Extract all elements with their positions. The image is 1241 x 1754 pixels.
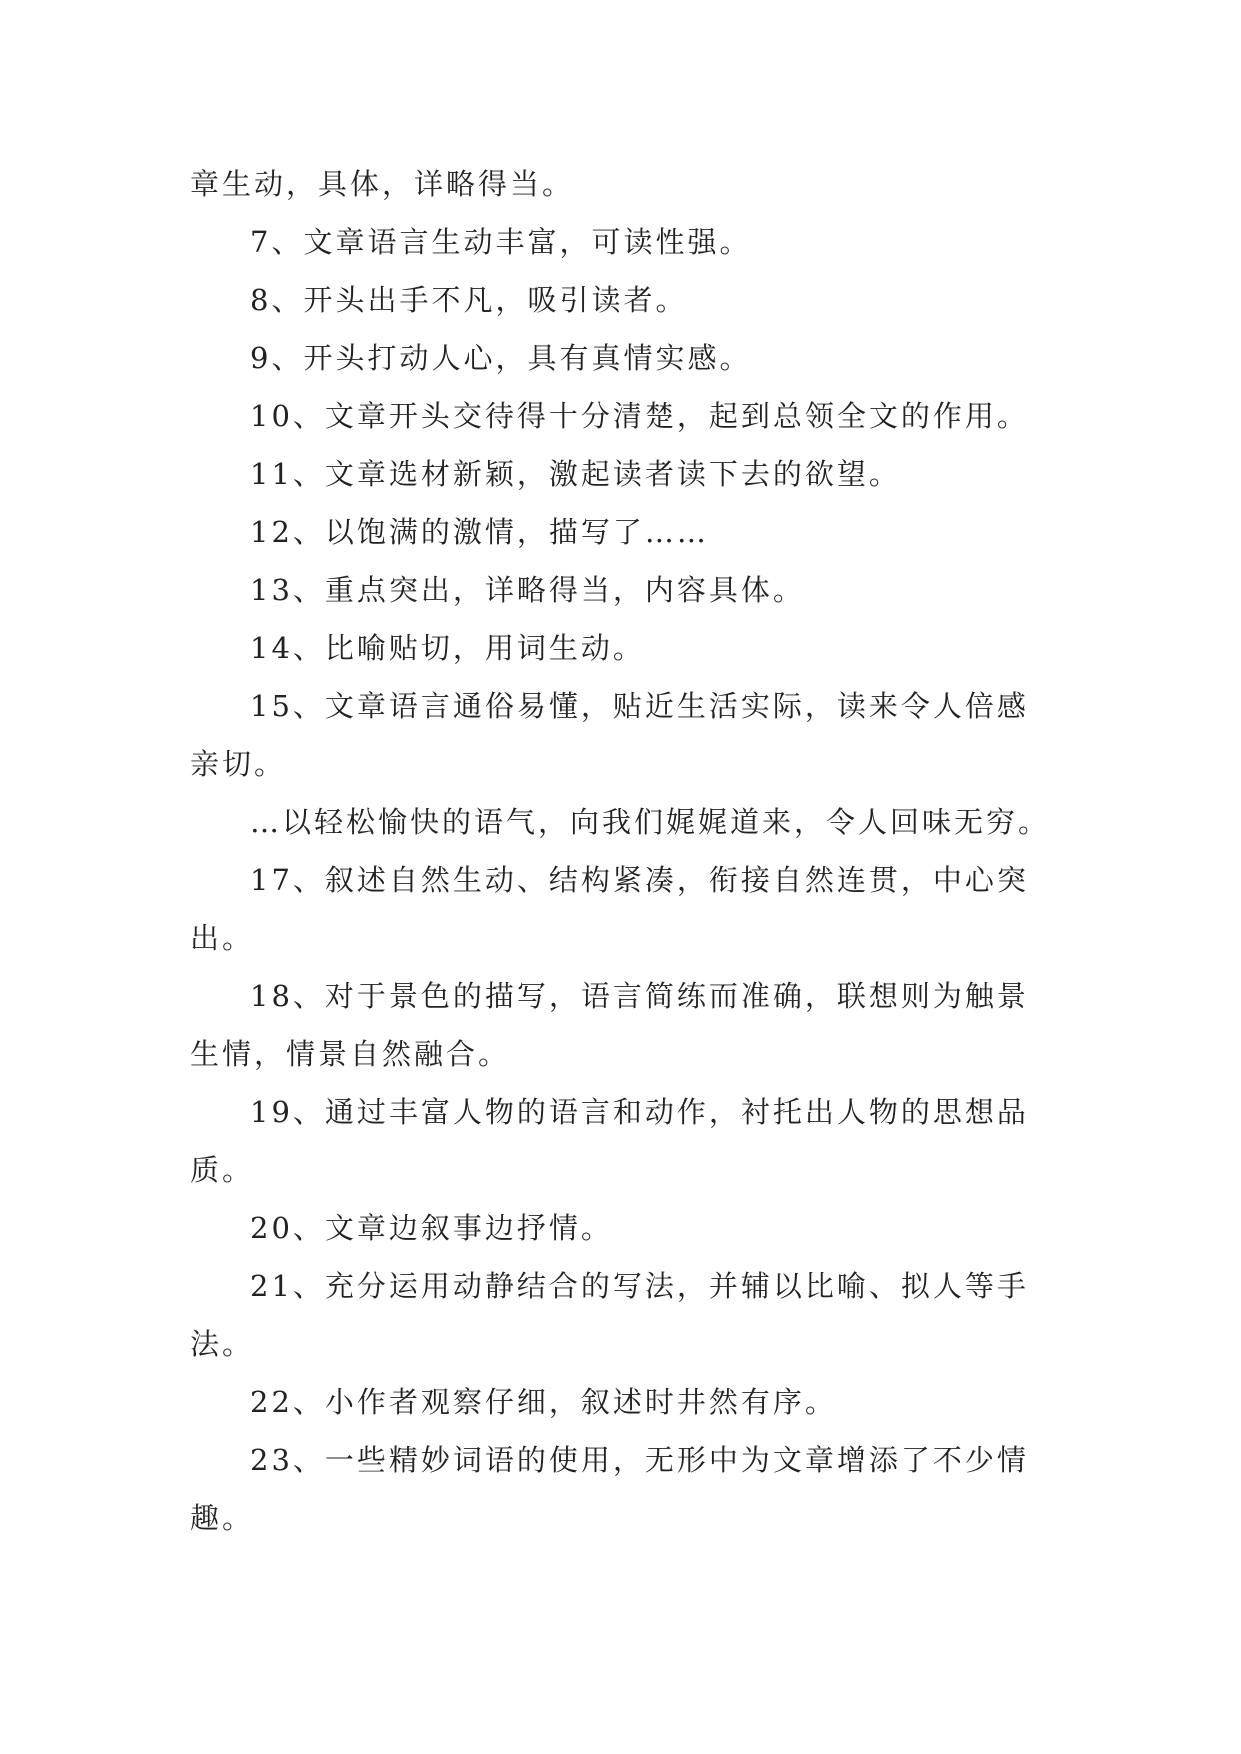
list-item-19-continued: 质。 bbox=[190, 1153, 255, 1187]
list-item-13: 13、重点突出，详略得当，内容具体。 bbox=[250, 573, 805, 607]
list-item-23-continued: 趣。 bbox=[190, 1501, 255, 1535]
list-item-14: 14、比喻贴切，用词生动。 bbox=[250, 631, 645, 665]
list-item-22: 22、小作者观察仔细，叙述时井然有序。 bbox=[250, 1385, 837, 1419]
list-item-21: 21、充分运用动静结合的写法，并辅以比喻、拟人等手 bbox=[250, 1269, 1029, 1303]
list-item-7: 7、文章语言生动丰富，可读性强。 bbox=[250, 225, 752, 259]
list-item-17-continued: 出。 bbox=[190, 921, 255, 955]
list-item-18: 18、对于景色的描写，语言简练而准确，联想则为触景 bbox=[250, 979, 1029, 1013]
list-item-15: 15、文章语言通俗易懂，贴近生活实际，读来令人倍感 bbox=[250, 689, 1029, 723]
list-item-11: 11、文章选材新颖，激起读者读下去的欲望。 bbox=[250, 457, 901, 491]
list-item-18-continued: 生情，情景自然融合。 bbox=[190, 1037, 511, 1071]
list-item-12: 12、以饱满的激情，描写了…… bbox=[250, 515, 709, 549]
list-item-19: 19、通过丰富人物的语言和动作，衬托出人物的思想品 bbox=[250, 1095, 1029, 1129]
list-item-21-continued: 法。 bbox=[190, 1327, 255, 1361]
list-item-16: …以轻松愉快的语气，向我们娓娓道来，令人回味无穷。 bbox=[250, 805, 1051, 839]
list-item-17: 17、叙述自然生动、结构紧凑，衔接自然连贯，中心突 bbox=[250, 863, 1029, 897]
text-line: 章生动，具体，详略得当。 bbox=[190, 167, 575, 201]
list-item-15-continued: 亲切。 bbox=[190, 747, 287, 781]
list-item-10: 10、文章开头交待得十分清楚，起到总领全文的作用。 bbox=[250, 399, 1029, 433]
list-item-23: 23、一些精妙词语的使用，无形中为文章增添了不少情 bbox=[250, 1443, 1029, 1477]
list-item-8: 8、开头出手不凡，吸引读者。 bbox=[250, 283, 688, 317]
list-item-20: 20、文章边叙事边抒情。 bbox=[250, 1211, 613, 1245]
list-item-9: 9、开头打动人心，具有真情实感。 bbox=[250, 341, 752, 375]
